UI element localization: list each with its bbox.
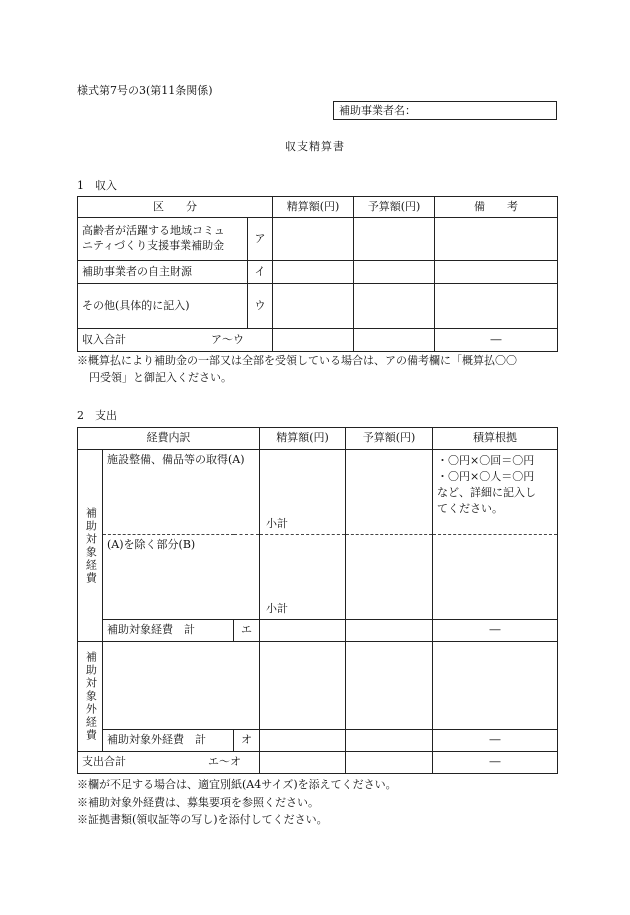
income-total-label: 収入合計 [82,332,126,346]
income-table [77,196,558,352]
ineligible-row [78,642,558,730]
basis-line3: など、詳細に記入し [437,485,537,499]
grand-total-budget[interactable] [346,752,433,774]
grand-total-row [78,752,558,774]
row-code: ウ [248,284,273,329]
col-basis: 積算根拠 [433,428,558,450]
grand-total-settled[interactable] [260,752,346,774]
footer-notes [77,776,397,829]
row-label-line2: ニティづくり支援事業補助金 [82,239,225,252]
income-note-line2: 円受領」と御記入ください。 [89,371,232,385]
form-number: 様式第7号の3(第11条関係) [77,84,213,97]
ineligible-total-row [78,730,558,752]
eligible-group-label: 補助対象経費 [84,506,98,585]
footer-note: ※欄が不足する場合は、適宜別紙(A4サイズ)を添えてください。 [77,778,397,791]
eligible-total-budget[interactable] [346,620,433,642]
income-note-line1: ※概算払により補助金の一部又は全部を受領している場合は、アの備考欄に「概算払〇〇 [77,354,517,367]
basis-line1: ・〇円×〇回＝〇円 [437,454,535,467]
grand-total-label-cell [78,752,260,774]
item-b-label: (A)を除く部分(B) [103,535,260,620]
cell-settled[interactable] [273,329,354,352]
eligible-total-settled[interactable] [260,620,346,642]
row-code: ア [248,218,273,261]
col-settled: 精算額(円) [260,428,346,450]
income-row-own-funds [78,261,558,284]
cell-budget[interactable] [354,284,435,329]
income-row-subsidy [78,218,558,261]
row-label: 補助事業者の自主財源 [78,261,248,284]
expense-table [77,427,558,774]
ineligible-group-cell [78,642,103,752]
item-b-subtotal-label: 小計 [266,602,289,616]
expense-header-row [78,428,558,450]
item-a-label: 施設整備、備品等の取得(A) [103,450,260,535]
eligible-group-cell [78,450,103,642]
cell-budget[interactable] [354,218,435,261]
col-settled: 精算額(円) [273,197,354,218]
expense-row-item-a [78,450,558,535]
income-total-code: ア～ウ [211,332,244,346]
cell-remarks[interactable] [435,284,558,329]
item-a-basis[interactable] [433,450,558,535]
ineligible-total-budget[interactable] [346,730,433,752]
col-content: 経費内訳 [78,428,260,450]
row-label-line1: 高齢者が活躍する地域コミュ [82,224,225,238]
cell-settled[interactable] [273,284,354,329]
item-b-basis[interactable] [433,535,558,620]
income-total-row [78,329,558,352]
ineligible-total-code: オ [234,730,260,752]
row-label: その他(具体的に記入) [78,284,248,329]
col-budget: 予算額(円) [354,197,435,218]
col-remarks: 備 考 [435,197,558,218]
ineligible-total-basis: ― [433,730,558,752]
grand-total-code: エ～オ [208,755,242,769]
item-a-subtotal-label: 小計 [266,517,289,531]
ineligible-group-label: 補助対象外経費 [84,651,98,742]
expense-heading: 2 支出 [77,409,117,422]
applicant-name-field[interactable] [333,101,557,120]
eligible-total-row [78,620,558,642]
document-title: 収支精算書 [285,140,345,153]
cell-remarks[interactable] [435,261,558,284]
expense-row-item-b [78,535,558,620]
income-note [77,352,562,386]
income-heading: 1 収入 [77,179,117,192]
col-category: 区 分 [78,197,273,218]
grand-total-label: 支出合計 [82,755,126,769]
applicant-name-label: 補助事業者名： [339,104,416,117]
cell-settled[interactable] [273,218,354,261]
basis-line4: てください。 [437,501,504,515]
item-a-budget[interactable] [346,450,433,535]
ineligible-content[interactable] [103,642,260,730]
ineligible-total-settled[interactable] [260,730,346,752]
eligible-total-label: 補助対象経費 計 [103,620,234,642]
ineligible-settled[interactable] [260,642,346,730]
row-code: イ [248,261,273,284]
basis-line2: ・〇円×〇人＝〇円 [437,469,535,483]
col-budget: 予算額(円) [346,428,433,450]
ineligible-basis[interactable] [433,642,558,730]
cell-settled[interactable] [273,261,354,284]
item-b-budget[interactable] [346,535,433,620]
item-b-settled[interactable] [260,535,346,620]
row-label [78,218,248,261]
income-row-other [78,284,558,329]
grand-total-basis: ― [433,752,558,774]
ineligible-total-label: 補助対象外経費 計 [103,730,234,752]
eligible-total-code: エ [234,620,260,642]
income-header-row [78,197,558,218]
footer-note: ※補助対象外経費は、募集要項を参照ください。 [77,795,319,809]
cell-remarks[interactable] [435,218,558,261]
ineligible-budget[interactable] [346,642,433,730]
footer-note: ※証拠書類(領収証等の写し)を添付してください。 [77,813,328,827]
cell-budget[interactable] [354,261,435,284]
cell-budget[interactable] [354,329,435,352]
item-a-settled[interactable] [260,450,346,535]
eligible-total-basis: ― [433,620,558,642]
income-total-remarks: ― [435,329,558,352]
income-total-label-cell [78,329,273,352]
